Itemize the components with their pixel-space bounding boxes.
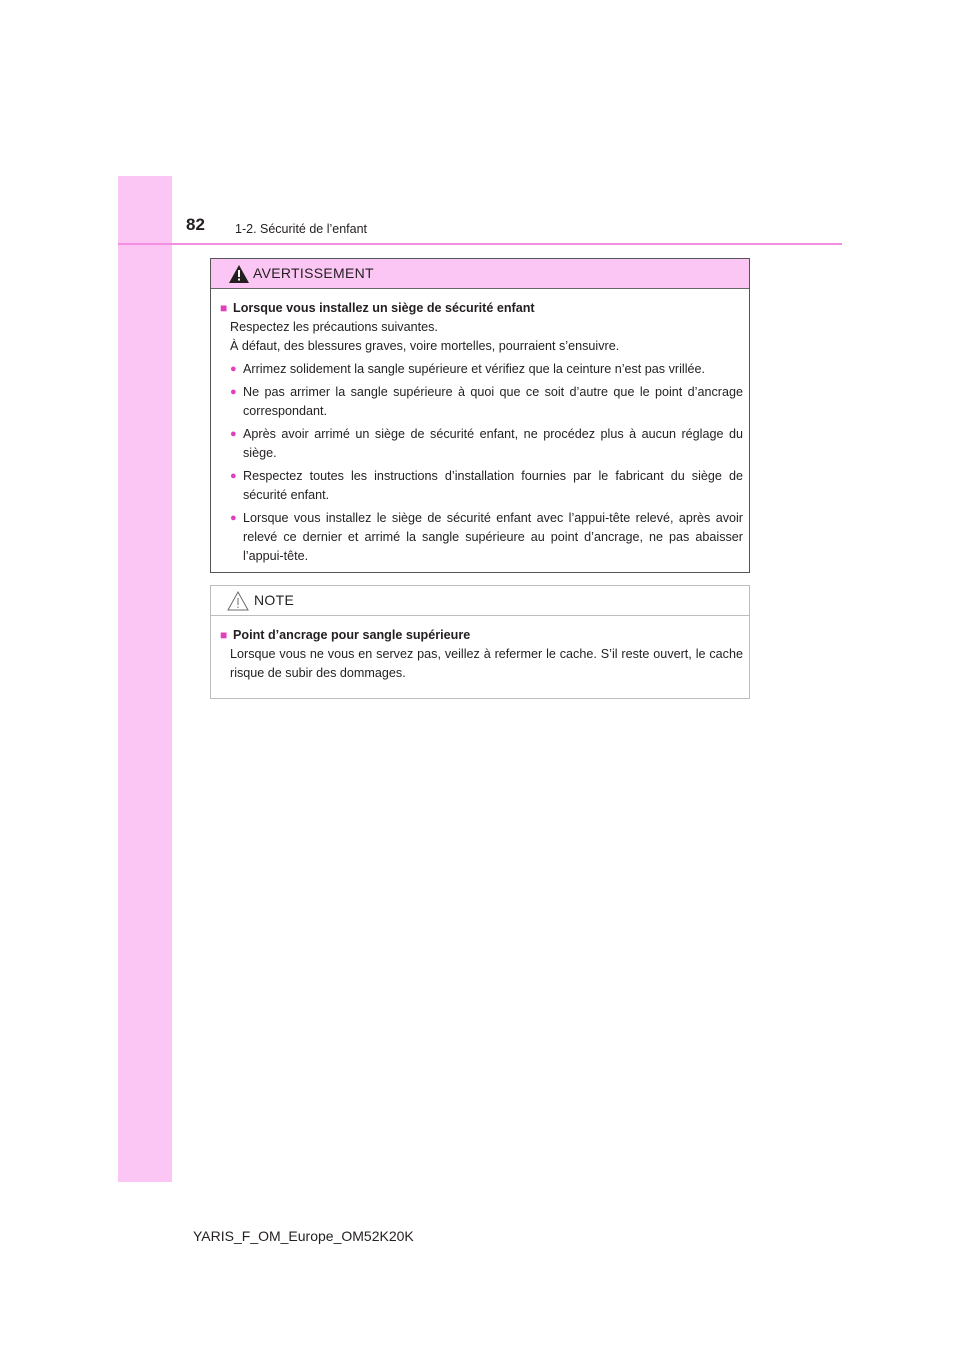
dot-bullet-icon: ● xyxy=(230,363,237,375)
header-rule xyxy=(118,243,842,245)
note-title: NOTE xyxy=(254,592,295,608)
note-header xyxy=(211,586,749,616)
list-item-text: Lorsque vous installez le siège de sécurité enfant avec l’appui-tête relevé, après avoir relevé ce dernier et arrimé la sangle supérieure au point d’ancrage, ne pas abaisser l’appui-tête. xyxy=(243,511,743,563)
dot-bullet-icon: ● xyxy=(230,386,237,398)
square-bullet-icon: ■ xyxy=(220,628,228,642)
note-heading-row xyxy=(220,626,743,645)
dot-bullet-icon: ● xyxy=(230,428,237,440)
warning-header xyxy=(211,259,749,289)
side-tab xyxy=(118,176,172,1182)
list-item xyxy=(230,509,743,566)
warning-body xyxy=(211,289,749,566)
list-item-text: Arrimez solidement la sangle supérieure et vérifiez que la ceinture n’est pas vrillée. xyxy=(243,362,705,376)
dot-bullet-icon: ● xyxy=(230,512,237,524)
note-heading: Point d’ancrage pour sangle supérieure xyxy=(233,628,471,642)
note-text: Lorsque vous ne vous en servez pas, veillez à refermer le cache. S’il reste ouvert, le cache risque de subir des dommages. xyxy=(230,647,743,680)
list-item-text: Après avoir arrimé un siège de sécurité enfant, ne procédez plus à aucun réglage du siège. xyxy=(243,427,743,460)
note-box xyxy=(210,585,750,699)
warning-title: AVERTISSEMENT xyxy=(253,265,374,281)
list-item-text: Ne pas arrimer la sangle supérieure à quoi que ce soit d’autre que le point d’ancrage correspondant. xyxy=(243,385,743,418)
list-item xyxy=(230,360,743,379)
warning-icon xyxy=(229,265,249,283)
warning-heading: Lorsque vous installez un siège de sécurité enfant xyxy=(233,301,535,315)
caution-outline-icon xyxy=(227,591,249,611)
list-item xyxy=(230,425,743,463)
warning-intro-1: Respectez les précautions suivantes. xyxy=(230,320,438,334)
warning-heading-row xyxy=(220,299,743,318)
warning-intro-2: À défaut, des blessures graves, voire mortelles, pourraient s’ensuivre. xyxy=(230,339,620,353)
warning-box xyxy=(210,258,750,573)
footer-code: YARIS_F_OM_Europe_OM52K20K xyxy=(193,1228,414,1244)
square-bullet-icon: ■ xyxy=(220,301,228,315)
section-title: 1-2. Sécurité de l’enfant xyxy=(235,222,368,236)
list-item xyxy=(230,467,743,505)
note-body xyxy=(211,616,749,683)
list-item-text: Respectez toutes les instructions d’installation fournies par le fabricant du siège de sécurité enfant. xyxy=(243,469,743,502)
dot-bullet-icon: ● xyxy=(230,470,237,482)
list-item xyxy=(230,383,743,421)
page-number: 82 xyxy=(186,215,205,234)
